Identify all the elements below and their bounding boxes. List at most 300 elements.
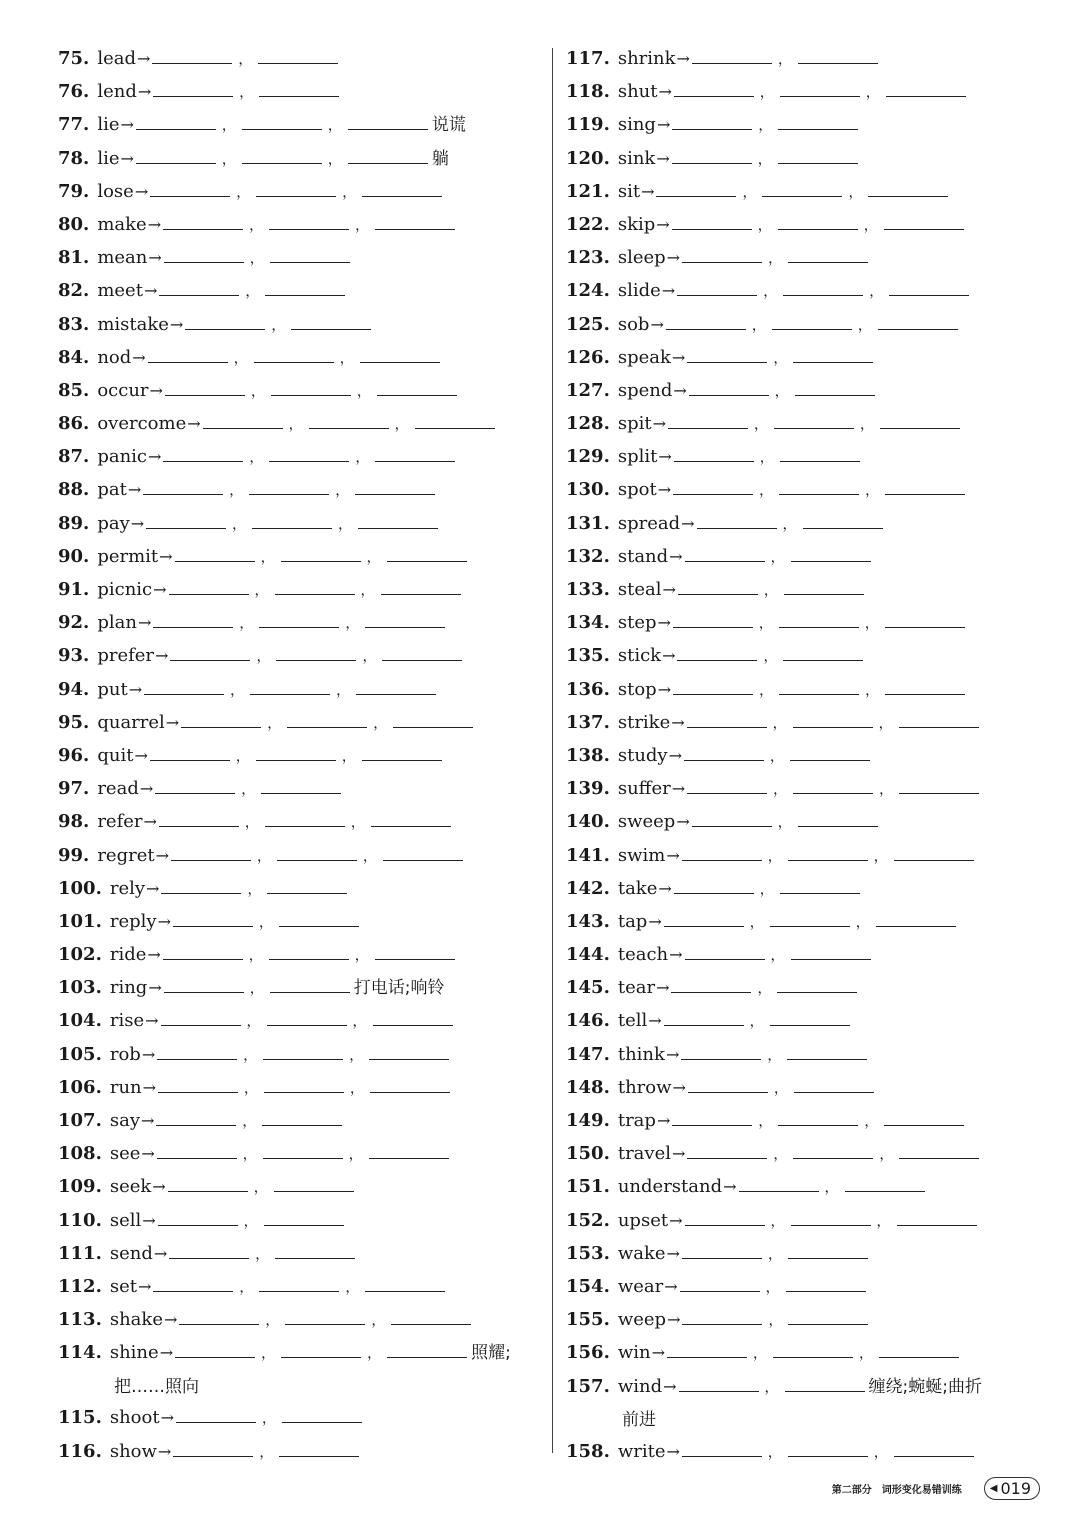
arrow-right-icon: → [120, 115, 134, 135]
item-number: 80. [58, 213, 90, 235]
answer-blank[interactable] [163, 209, 243, 230]
arrow-right-icon: → [149, 380, 163, 400]
comma-separator: ， [759, 85, 774, 102]
answer-blank[interactable] [157, 1138, 237, 1159]
exercise-item [566, 1270, 1056, 1303]
answer-blank[interactable] [791, 541, 871, 562]
answer-blank[interactable] [677, 640, 757, 661]
meaning-note-continued: 把……照向 [114, 1376, 199, 1397]
answer-blank[interactable] [784, 574, 864, 595]
answer-blank[interactable] [885, 674, 965, 695]
answer-blank[interactable] [242, 143, 322, 164]
answer-blank[interactable] [668, 408, 748, 429]
base-verb: stand [617, 545, 669, 567]
answer-blank[interactable] [773, 1337, 853, 1358]
answer-blank[interactable] [171, 840, 251, 861]
answer-blank[interactable] [387, 1337, 467, 1358]
answer-blank[interactable] [153, 76, 233, 97]
answer-blank[interactable] [878, 309, 958, 330]
answer-blank[interactable] [362, 740, 442, 761]
exercise-item [566, 573, 1056, 606]
answer-blank[interactable] [269, 209, 349, 230]
answer-blank[interactable] [778, 209, 858, 230]
answer-blank[interactable] [682, 242, 762, 263]
exercise-item [566, 108, 1056, 141]
item-number: 158. [566, 1440, 610, 1462]
exercise-item [58, 772, 538, 805]
answer-blank[interactable] [250, 674, 330, 695]
answer-blank[interactable] [780, 76, 860, 97]
answer-blank[interactable] [369, 1039, 449, 1060]
answer-blank[interactable] [169, 574, 249, 595]
answer-blank[interactable] [884, 209, 964, 230]
answer-blank[interactable] [656, 176, 736, 197]
answer-blank[interactable] [666, 309, 746, 330]
comma-separator: ， [770, 549, 785, 566]
comma-separator: ， [363, 848, 378, 865]
answer-blank[interactable] [153, 607, 233, 628]
base-verb: understand [617, 1176, 723, 1198]
comma-separator: ， [879, 782, 894, 799]
answer-blank[interactable] [672, 209, 752, 230]
answer-blank[interactable] [739, 1171, 819, 1192]
answer-blank[interactable] [780, 441, 860, 462]
comma-separator: ， [350, 815, 365, 832]
answer-blank[interactable] [790, 740, 870, 761]
exercise-item [58, 540, 538, 573]
answer-blank[interactable] [674, 76, 754, 97]
answer-blank[interactable] [274, 1171, 354, 1192]
answer-blank[interactable] [159, 806, 239, 827]
comma-separator: ， [863, 217, 878, 234]
answer-blank[interactable] [163, 441, 243, 462]
answer-blank[interactable] [170, 640, 250, 661]
answer-blank[interactable] [680, 1271, 760, 1292]
arrow-right-icon: → [130, 513, 145, 533]
answer-blank[interactable] [256, 740, 336, 761]
answer-blank[interactable] [159, 275, 239, 296]
answer-blank[interactable] [258, 43, 338, 64]
answer-blank[interactable] [684, 740, 764, 761]
answer-blank[interactable] [155, 773, 235, 794]
exercise-item [58, 1038, 538, 1071]
answer-blank[interactable] [886, 76, 966, 97]
answer-blank[interactable] [791, 939, 871, 960]
answer-blank[interactable] [778, 1105, 858, 1126]
answer-blank[interactable] [783, 275, 863, 296]
arrow-right-icon: → [169, 314, 184, 334]
answer-blank[interactable] [275, 574, 355, 595]
answer-blank[interactable] [264, 1072, 344, 1093]
answer-blank[interactable] [242, 109, 322, 130]
answer-blank[interactable] [671, 972, 751, 993]
answer-blank[interactable] [787, 1039, 867, 1060]
answer-blank[interactable] [685, 541, 765, 562]
answer-blank[interactable] [275, 1238, 355, 1259]
answer-blank[interactable] [281, 1337, 361, 1358]
exercise-item [58, 175, 538, 208]
answer-blank[interactable] [269, 939, 349, 960]
comma-separator: ， [256, 649, 271, 666]
answer-blank[interactable] [365, 607, 445, 628]
answer-blank[interactable] [158, 1205, 238, 1226]
answer-blank[interactable] [770, 906, 850, 927]
answer-blank[interactable] [673, 474, 753, 495]
base-verb: slide [617, 280, 661, 302]
answer-blank[interactable] [793, 1138, 873, 1159]
answer-blank[interactable] [179, 1304, 259, 1325]
comma-separator: ， [865, 483, 880, 500]
exercise-item [566, 805, 1056, 838]
comma-separator: ， [749, 914, 764, 931]
exercise-item [566, 1435, 1056, 1468]
answer-blank[interactable] [254, 342, 334, 363]
answer-blank[interactable] [265, 275, 345, 296]
comma-separator: ， [773, 782, 788, 799]
answer-blank[interactable] [788, 840, 868, 861]
base-verb: send [109, 1242, 153, 1264]
arrow-right-icon: → [663, 1376, 677, 1396]
answer-blank[interactable] [685, 939, 765, 960]
arrow-right-icon: → [142, 1210, 156, 1230]
comma-separator: ， [873, 1444, 888, 1461]
answer-blank[interactable] [667, 1337, 747, 1358]
answer-blank[interactable] [150, 176, 230, 197]
answer-blank[interactable] [673, 674, 753, 695]
answer-blank[interactable] [688, 1072, 768, 1093]
answer-blank[interactable] [348, 109, 428, 130]
answer-blank[interactable] [383, 840, 463, 861]
answer-blank[interactable] [267, 873, 347, 894]
answer-blank[interactable] [682, 1304, 762, 1325]
arrow-right-icon: → [656, 1111, 671, 1130]
answer-blank[interactable] [785, 1371, 865, 1392]
answer-blank[interactable] [899, 1138, 979, 1159]
answer-blank[interactable] [276, 640, 356, 661]
answer-blank[interactable] [692, 806, 772, 827]
answer-blank[interactable] [158, 1072, 238, 1093]
answer-blank[interactable] [259, 76, 339, 97]
answer-blank[interactable] [263, 1138, 343, 1159]
answer-blank[interactable] [687, 707, 767, 728]
answer-blank[interactable] [778, 109, 858, 130]
item-number: 97. [58, 778, 90, 800]
answer-blank[interactable] [285, 1304, 365, 1325]
answer-blank[interactable] [672, 109, 752, 130]
answer-blank[interactable] [176, 1402, 256, 1423]
item-number: 117. [566, 48, 610, 69]
answer-blank[interactable] [894, 1436, 974, 1457]
item-number: 86. [58, 413, 90, 435]
answer-blank[interactable] [156, 1105, 236, 1126]
answer-blank[interactable] [774, 408, 854, 429]
item-number: 99. [58, 844, 90, 866]
answer-blank[interactable] [791, 1205, 871, 1226]
answer-blank[interactable] [365, 1271, 445, 1292]
answer-blank[interactable] [393, 707, 473, 728]
exercise-item [58, 872, 538, 905]
answer-blank[interactable] [885, 607, 965, 628]
exercise-item [58, 1336, 538, 1401]
base-verb: mistake [97, 313, 169, 335]
meaning-note: 缠绕;蜿蜒;曲折 [868, 1376, 982, 1397]
answer-blank[interactable] [387, 541, 467, 562]
answer-blank[interactable] [375, 209, 455, 230]
answer-blank[interactable] [692, 43, 772, 64]
answer-blank[interactable] [777, 972, 857, 993]
answer-blank[interactable] [793, 707, 873, 728]
answer-blank[interactable] [271, 375, 351, 396]
answer-blank[interactable] [287, 707, 367, 728]
comma-separator: ， [236, 184, 251, 201]
answer-blank[interactable] [164, 242, 244, 263]
base-verb: step [617, 612, 657, 634]
answer-blank[interactable] [899, 773, 979, 794]
answer-blank[interactable] [664, 906, 744, 927]
answer-blank[interactable] [249, 474, 329, 495]
comma-separator: ， [865, 682, 880, 699]
answer-blank[interactable] [681, 1039, 761, 1060]
answer-blank[interactable] [203, 408, 283, 429]
answer-blank[interactable] [677, 275, 757, 296]
answer-blank[interactable] [889, 275, 969, 296]
comma-separator: ， [824, 1180, 839, 1197]
answer-blank[interactable] [270, 972, 350, 993]
exercise-item [58, 1004, 538, 1037]
answer-blank[interactable] [355, 474, 435, 495]
answer-blank[interactable] [279, 906, 359, 927]
answer-blank[interactable] [262, 1105, 342, 1126]
answer-blank[interactable] [369, 1138, 449, 1159]
answer-blank[interactable] [876, 906, 956, 927]
answer-blank[interactable] [674, 441, 754, 462]
answer-blank[interactable] [672, 143, 752, 164]
answer-blank[interactable] [265, 806, 345, 827]
answer-blank[interactable] [360, 342, 440, 363]
answer-blank[interactable] [689, 375, 769, 396]
answer-blank[interactable] [356, 674, 436, 695]
exercise-item [566, 1038, 1056, 1071]
arrow-right-icon: → [157, 1441, 172, 1461]
comma-separator: ， [354, 948, 369, 965]
item-number: 151. [566, 1176, 610, 1198]
base-verb: occur [97, 379, 149, 401]
item-number: 109. [58, 1176, 102, 1198]
answer-blank[interactable] [381, 574, 461, 595]
answer-blank[interactable] [778, 143, 858, 164]
comma-separator: ， [242, 1114, 257, 1130]
comma-separator: ， [262, 1411, 276, 1428]
comma-separator: ， [341, 748, 356, 765]
answer-blank[interactable] [793, 342, 873, 363]
comma-separator: ， [759, 450, 774, 467]
answer-blank[interactable] [259, 607, 339, 628]
right-column [566, 42, 1056, 1468]
answer-blank[interactable] [798, 43, 878, 64]
exercise-item [566, 75, 1056, 108]
answer-blank[interactable] [185, 309, 265, 330]
answer-blank[interactable] [148, 342, 228, 363]
answer-blank[interactable] [884, 1105, 964, 1126]
answer-blank[interactable] [281, 541, 361, 562]
answer-blank[interactable] [291, 309, 371, 330]
answer-blank[interactable] [375, 441, 455, 462]
answer-blank[interactable] [682, 1238, 762, 1259]
answer-blank[interactable] [163, 939, 243, 960]
answer-blank[interactable] [762, 176, 842, 197]
arrow-right-icon: → [152, 1177, 166, 1197]
answer-blank[interactable] [256, 176, 336, 197]
answer-blank[interactable] [269, 441, 349, 462]
answer-blank[interactable] [150, 740, 230, 761]
answer-blank[interactable] [783, 640, 863, 661]
answer-blank[interactable] [779, 474, 859, 495]
answer-blank[interactable] [136, 109, 216, 130]
answer-blank[interactable] [664, 1005, 744, 1026]
answer-blank[interactable] [181, 707, 261, 728]
base-verb: shut [617, 81, 658, 103]
answer-blank[interactable] [415, 408, 495, 429]
answer-blank[interactable] [175, 541, 255, 562]
base-verb: plan [97, 612, 137, 634]
item-number: 106. [58, 1076, 102, 1098]
answer-blank[interactable] [885, 474, 965, 495]
answer-blank[interactable] [270, 242, 350, 263]
answer-blank[interactable] [779, 607, 859, 628]
answer-blank[interactable] [770, 1005, 850, 1026]
answer-blank[interactable] [143, 474, 223, 495]
answer-blank[interactable] [780, 873, 860, 894]
answer-blank[interactable] [685, 1205, 765, 1226]
answer-blank[interactable] [673, 607, 753, 628]
answer-blank[interactable] [382, 640, 462, 661]
answer-blank[interactable] [358, 508, 438, 529]
arrow-right-icon: → [163, 1310, 178, 1330]
answer-blank[interactable] [894, 840, 974, 861]
answer-blank[interactable] [259, 1271, 339, 1292]
base-verb: spot [617, 479, 657, 501]
answer-blank[interactable] [845, 1171, 925, 1192]
answer-blank[interactable] [672, 1105, 752, 1126]
answer-blank[interactable] [687, 773, 767, 794]
answer-blank[interactable] [146, 508, 226, 529]
answer-blank[interactable] [391, 1304, 471, 1325]
answer-blank[interactable] [261, 773, 341, 794]
answer-blank[interactable] [377, 375, 457, 396]
answer-blank[interactable] [144, 674, 224, 695]
item-number: 139. [566, 778, 610, 800]
answer-blank[interactable] [161, 1005, 241, 1026]
answer-blank[interactable] [169, 1238, 249, 1259]
item-number: 119. [566, 114, 610, 136]
answer-blank[interactable] [370, 1072, 450, 1093]
arrow-right-icon: → [142, 1077, 157, 1097]
answer-blank[interactable] [165, 375, 245, 396]
answer-blank[interactable] [788, 1304, 868, 1325]
answer-blank[interactable] [279, 1436, 359, 1457]
answer-blank[interactable] [794, 1072, 874, 1093]
answer-blank[interactable] [798, 806, 878, 827]
answer-blank[interactable] [375, 939, 455, 960]
answer-blank[interactable] [674, 873, 754, 894]
answer-blank[interactable] [371, 806, 451, 827]
base-verb: put [97, 678, 128, 700]
base-verb: steal [617, 579, 662, 600]
base-verb: shake [109, 1309, 163, 1331]
answer-blank[interactable] [263, 1039, 343, 1060]
answer-blank[interactable] [795, 375, 875, 396]
answer-blank[interactable] [788, 1238, 868, 1259]
answer-blank[interactable] [788, 242, 868, 263]
answer-blank[interactable] [786, 1271, 866, 1292]
answer-blank[interactable] [897, 1205, 977, 1226]
answer-blank[interactable] [277, 840, 357, 861]
answer-blank[interactable] [168, 1171, 248, 1192]
answer-blank[interactable] [157, 1039, 237, 1060]
answer-blank[interactable] [868, 176, 948, 197]
item-number: 125. [566, 313, 610, 335]
answer-blank[interactable] [793, 773, 873, 794]
item-number: 116. [58, 1440, 102, 1462]
answer-blank[interactable] [803, 508, 883, 529]
arrow-right-icon: → [666, 1441, 680, 1461]
base-verb: shine [109, 1342, 159, 1364]
page-footer [832, 1474, 1040, 1502]
answer-blank[interactable] [679, 1371, 759, 1392]
answer-blank[interactable] [899, 707, 979, 728]
answer-blank[interactable] [309, 408, 389, 429]
answer-blank[interactable] [678, 574, 758, 595]
comma-separator: ， [246, 1014, 261, 1031]
answer-blank[interactable] [682, 1436, 762, 1457]
arrow-right-icon: → [128, 679, 143, 699]
answer-blank[interactable] [880, 408, 960, 429]
answer-blank[interactable] [879, 1337, 959, 1358]
base-verb: spit [617, 413, 652, 435]
answer-blank[interactable] [161, 873, 241, 894]
answer-blank[interactable] [788, 1436, 868, 1457]
answer-blank[interactable] [173, 906, 253, 927]
answer-blank[interactable] [687, 342, 767, 363]
comma-separator: ， [759, 483, 774, 500]
answer-blank[interactable] [136, 143, 216, 164]
answer-blank[interactable] [175, 1337, 255, 1358]
answer-blank[interactable] [348, 143, 428, 164]
answer-blank[interactable] [697, 508, 777, 529]
answer-blank[interactable] [362, 176, 442, 197]
exercise-item [566, 1104, 1056, 1137]
answer-blank[interactable] [373, 1005, 453, 1026]
answer-blank[interactable] [682, 840, 762, 861]
arrow-right-icon: → [661, 281, 676, 301]
answer-blank[interactable] [264, 1205, 344, 1226]
comma-separator: ， [767, 1444, 782, 1461]
answer-blank[interactable] [153, 1271, 233, 1292]
answer-blank[interactable] [267, 1005, 347, 1026]
answer-blank[interactable] [779, 674, 859, 695]
arrow-right-icon: → [673, 380, 687, 400]
answer-blank[interactable] [772, 309, 852, 330]
answer-blank[interactable] [252, 508, 332, 529]
answer-blank[interactable] [173, 1436, 253, 1457]
exercise-item [566, 1204, 1056, 1237]
answer-blank[interactable] [687, 1138, 767, 1159]
answer-blank[interactable] [152, 43, 232, 64]
answer-blank[interactable] [282, 1402, 362, 1423]
comma-separator: ， [230, 682, 245, 699]
arrow-right-icon: → [669, 945, 683, 965]
answer-blank[interactable] [164, 972, 244, 993]
